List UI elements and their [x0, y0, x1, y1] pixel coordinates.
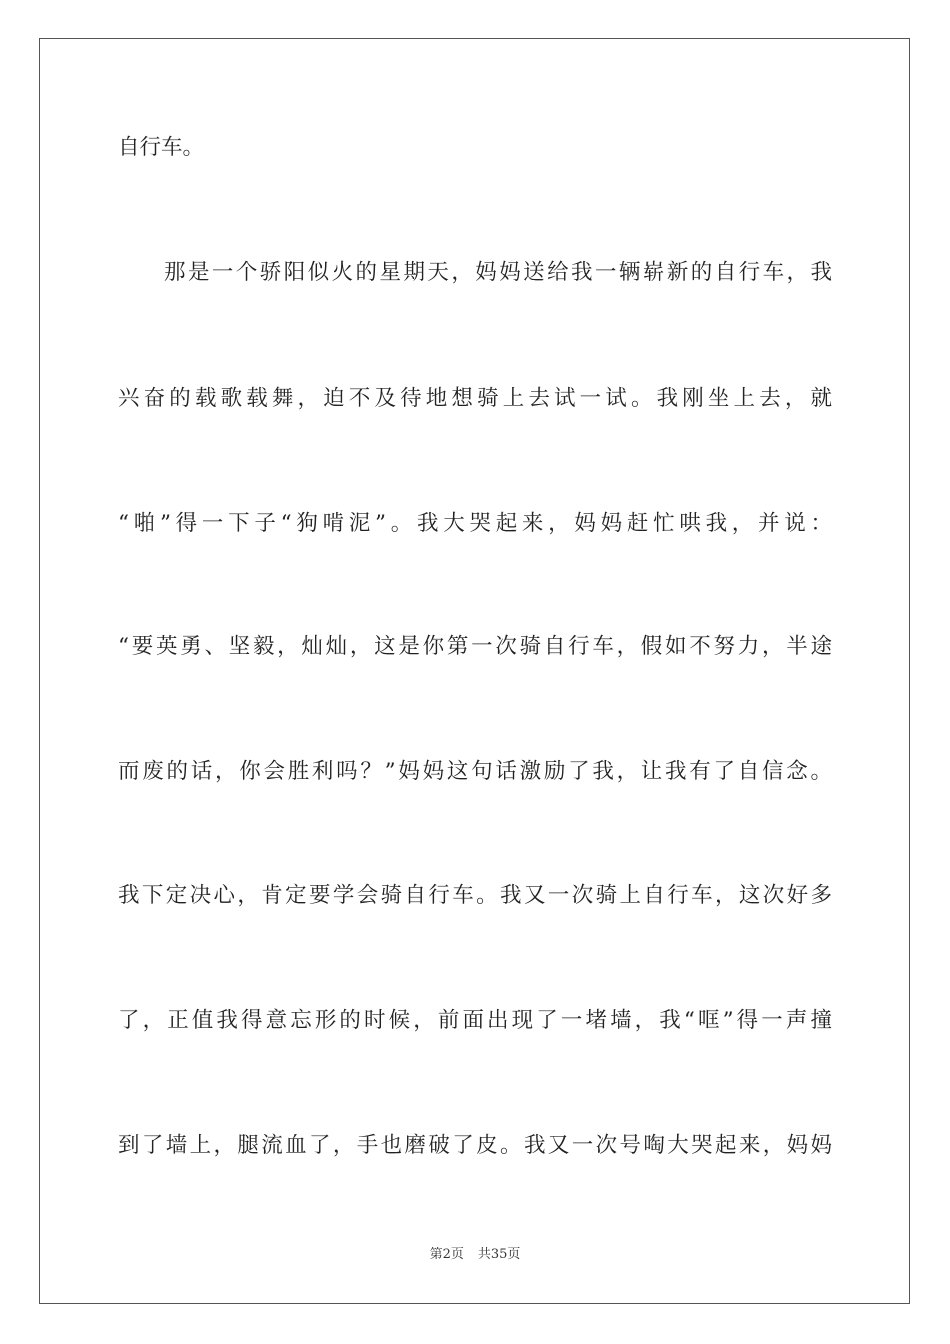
text-line-3: 兴奋的载歌载舞，迫不及待地想骑上去试一试。我刚坐上去，就: [118, 386, 832, 411]
page-footer: [0, 1246, 950, 1264]
text-line-5: “要英勇、坚毅，灿灿，这是你第一次骑自行车，假如不努力，半途: [118, 634, 832, 659]
text-line-2: 那是一个骄阳似火的星期天，妈妈送给我一辆崭新的自行车，我: [164, 260, 832, 285]
page-border: [39, 38, 910, 1304]
text-line-1: 自行车。: [118, 135, 205, 160]
text-line-8: 了，正值我得意忘形的时候，前面出现了一堵墙，我“哐”得一声撞: [118, 1008, 832, 1033]
text-line-6: 而废的话，你会胜利吗？”妈妈这句话激励了我，让我有了自信念。: [118, 759, 832, 784]
page-total: 共35页: [477, 1247, 521, 1262]
page-number: 第2页: [429, 1247, 464, 1262]
text-line-7: 我下定决心，肯定要学会骑自行车。我又一次骑上自行车，这次好多: [118, 883, 832, 908]
text-line-4: “啪”得一下子“狗啃泥”。我大哭起来，妈妈赶忙哄我，并说：: [118, 511, 832, 536]
text-line-9: 到了墙上，腿流血了，手也磨破了皮。我又一次号啕大哭起来，妈妈: [118, 1133, 832, 1158]
